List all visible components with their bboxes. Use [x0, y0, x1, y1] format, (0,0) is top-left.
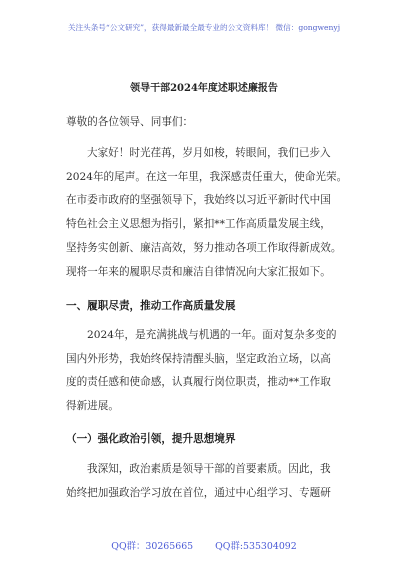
intro-paragraph: [66, 142, 346, 284]
qq-group-1: QQ群：30265665: [111, 541, 194, 552]
paragraph-line: 坚持务实创新、廉洁高效，努力推动各项工作取得新成效。: [66, 241, 342, 254]
paragraph-line: 特色社会主义思想为指引，紧扣**工作高质量发展主线，: [66, 218, 331, 231]
paragraph-line: 国内外形势，我始终保持清醒头脑，坚定政治立场，以高: [66, 352, 331, 365]
paragraph-line: 大家好！时光荏苒，岁月如梭，转眼间，我们已步入: [87, 147, 331, 159]
header-banner: 关注头条号“公文研究”，获得最新最全最专业的公文资料库！ 微信：gongwenyj: [67, 23, 341, 32]
section1-paragraph: [66, 324, 346, 419]
footer-contact: [0, 538, 408, 552]
paragraph-line: 2024年，是充满挑战与机遇的一年。面对复杂多变的: [87, 329, 337, 341]
paragraph-line: 我深知，政治素质是领导干部的首要素质。因此，我: [87, 463, 331, 475]
document-title: 领导干部2024年度述职述廉报告: [130, 83, 278, 94]
subsection1-paragraph: [66, 458, 346, 505]
paragraph-line: 度的责任感和使命感，认真履行岗位职责，推动**工作取: [66, 376, 331, 389]
qq-group-2: QQ群:535304092: [215, 541, 297, 552]
paragraph-line: 得新进展。: [66, 400, 119, 413]
section-heading-1: 一、履职尽责，推动工作高质量发展: [66, 300, 236, 312]
paragraph-line: 现将一年来的履职尽责和廉洁自律情况向大家汇报如下。: [66, 265, 331, 278]
paragraph-line: 始终把加强政治学习放在首位，通过中心组学习、专题研: [66, 486, 331, 499]
paragraph-line: 2024年的尾声。在这一年里，我深感责任重大，使命光荣。: [66, 170, 348, 183]
salutation: 尊敬的各位领导、同事们：: [66, 116, 194, 128]
subsection-heading-1: （一）强化政治引领，提升思想境界: [66, 433, 236, 445]
paragraph-line: 在市委市政府的坚强领导下，我始终以习近平新时代中国: [66, 194, 331, 207]
